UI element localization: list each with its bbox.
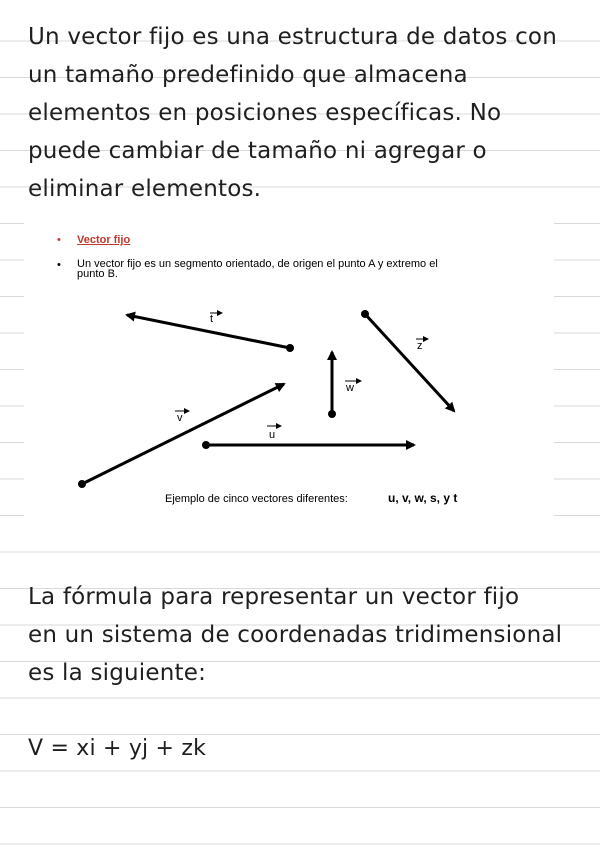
definition-line: punto B. [77,268,118,280]
intro-line: elementos en posiciones específicas. No [28,100,502,126]
formula-intro-line: es la siguiente: [28,660,207,686]
formula-intro-line: La fórmula para representar un vector fijo [28,584,520,610]
vector-w [328,352,361,418]
vector-u [202,426,414,449]
figure-caption: Ejemplo de cinco vectores diferentes: [165,493,348,505]
vector-figure [24,216,554,538]
vector-z-label: z [417,340,423,352]
vector-z [361,310,454,411]
vector-u-label: u [269,429,276,441]
definition-line: Un vector fijo es un segmento orientado, de origen el punto A y extremo el [77,258,438,270]
vector-t-label: t [210,313,214,325]
figure-caption-vectors: u, v, w, s, y t [388,491,458,505]
bullet-dot: • [57,259,61,271]
intro-line: Un vector fijo es una estructura de datos con [28,24,557,50]
intro-line: un tamaño predefinido que almacena [28,62,468,88]
vector-w-label: w [346,382,354,394]
formula-intro-paragraph [28,578,588,692]
vector-v [78,384,284,488]
vector-formula: V = xi + yj + zk [28,736,207,761]
vector-v-label: v [177,412,183,424]
vectors-diagram [24,216,554,538]
intro-line: puede cambiar de tamaño ni agregar o [28,138,487,164]
vector-t [127,313,294,352]
intro-line: eliminar elementos. [28,176,262,202]
bullet-dot: • [57,234,61,246]
formula-intro-line: en un sistema de coordenadas tridimensional [28,622,563,648]
figure-heading: Vector fijo [77,234,131,246]
intro-paragraph [28,18,588,208]
